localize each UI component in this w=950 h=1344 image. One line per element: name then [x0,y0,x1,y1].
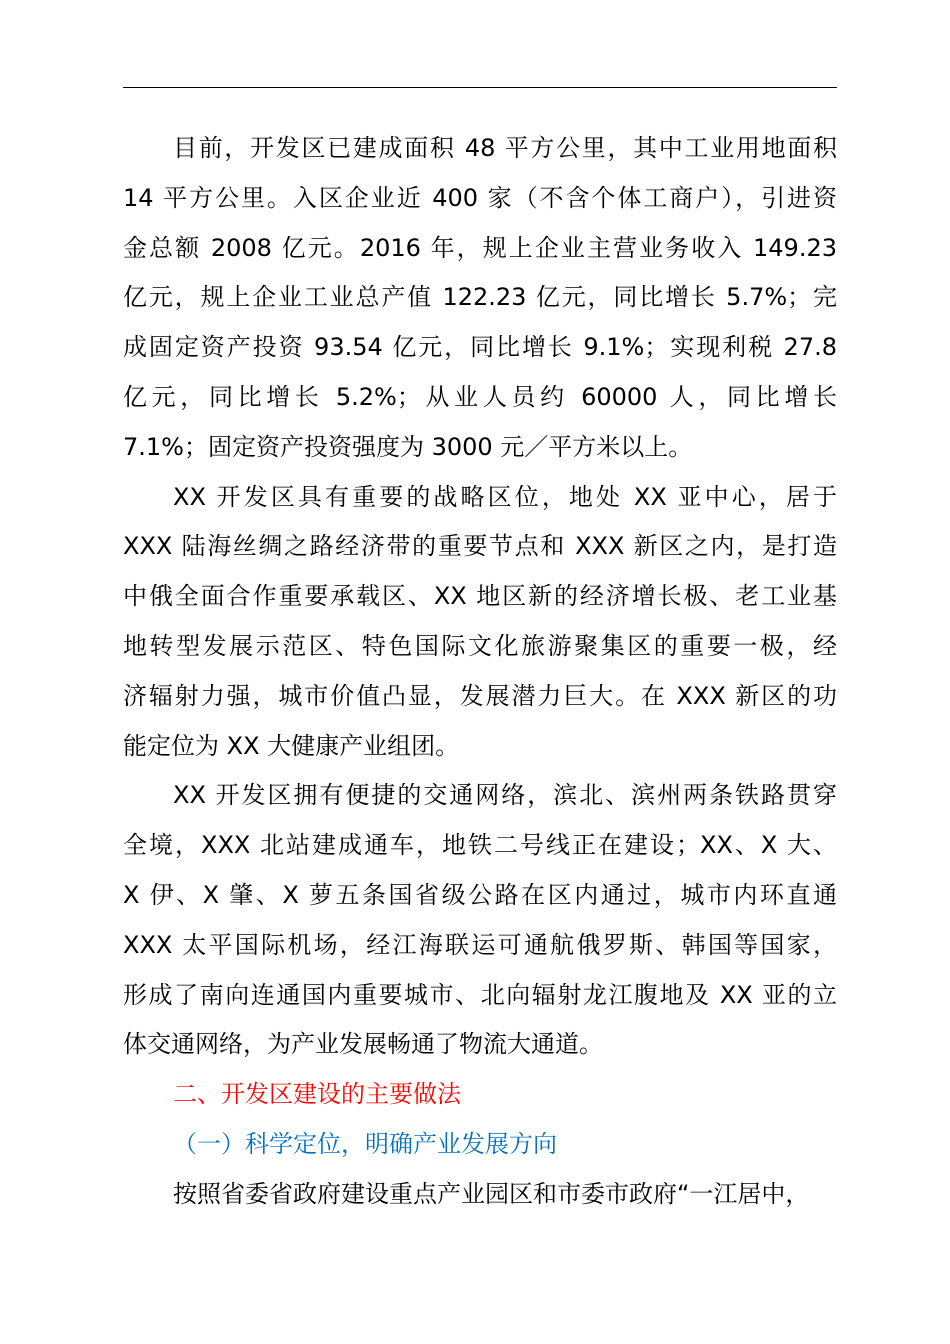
header-rule [123,87,837,88]
text-line: XXX 太平国际机场，经江海联运可通航俄罗斯、韩国等国家， [123,930,837,959]
text-line: X 伊、X 肇、X 萝五条国省级公路在区内通过，城市内环直通 [123,880,837,909]
text-line: 亿元，规上企业工业总产值 122.23 亿元，同比增长 5.7%；完 [123,283,837,312]
text-line: 中俄全面合作重要承载区、XX 地区新的经济增长极、老工业基 [123,582,837,611]
text-line: 成固定资产投资 93.54 亿元，同比增长 9.1%；实现利税 27.8 [123,333,837,362]
text-line: 按照省委省政府建设重点产业园区和市委市政府“一江居中， [173,1179,810,1208]
text-line: 全境，XXX 北站建成通车，地铁二号线正在建设；XX、X 大、 [123,831,837,860]
text-line: 目前，开发区已建成面积 48 平方公里，其中工业用地面积 [173,134,837,162]
text-line: XX 开发区拥有便捷的交通网络，滨北、滨州两条铁路贯穿 [173,781,837,810]
paragraph-transport-network [123,771,837,1070]
document-body [123,124,837,1220]
text-line: 金总额 2008 亿元。2016 年，规上企业主营业务收入 149.23 [123,233,837,262]
paragraph-development-statistics [123,124,837,473]
text-line: 7.1%；固定资产投资强度为 3000 元／平方米以上。 [123,432,693,461]
text-line: 亿元，同比增长 5.2%；从业人员约 60000 人，同比增长 [123,382,837,411]
text-line: 形成了南向连通国内重要城市、北向辐射龙江腹地及 XX 亚的立 [123,980,837,1009]
text-line: 14 平方公里。入区企业近 400 家（不含个体工商户），引进资 [123,183,837,212]
text-line: XX 开发区具有重要的战略区位，地处 XX 亚中心，居于 [173,482,837,511]
text-line: 体交通网络，为产业发展畅通了物流大通道。 [123,1030,603,1059]
section-heading: 二、开发区建设的主要做法 [173,1080,461,1109]
text-line: 济辐射力强，城市价值凸显，发展潜力巨大。在 XXX 新区的功 [123,681,837,710]
text-line: XXX 陆海丝绸之路经济带的重要节点和 XXX 新区之内，是打造 [123,532,837,561]
subsection-heading: （一）科学定位，明确产业发展方向 [173,1129,557,1158]
text-line: 地转型发展示范区、特色国际文化旅游聚集区的重要一极，经 [123,631,837,660]
text-line: 能定位为 XX 大健康产业组团。 [123,731,460,760]
paragraph-strategic-location [123,473,837,772]
